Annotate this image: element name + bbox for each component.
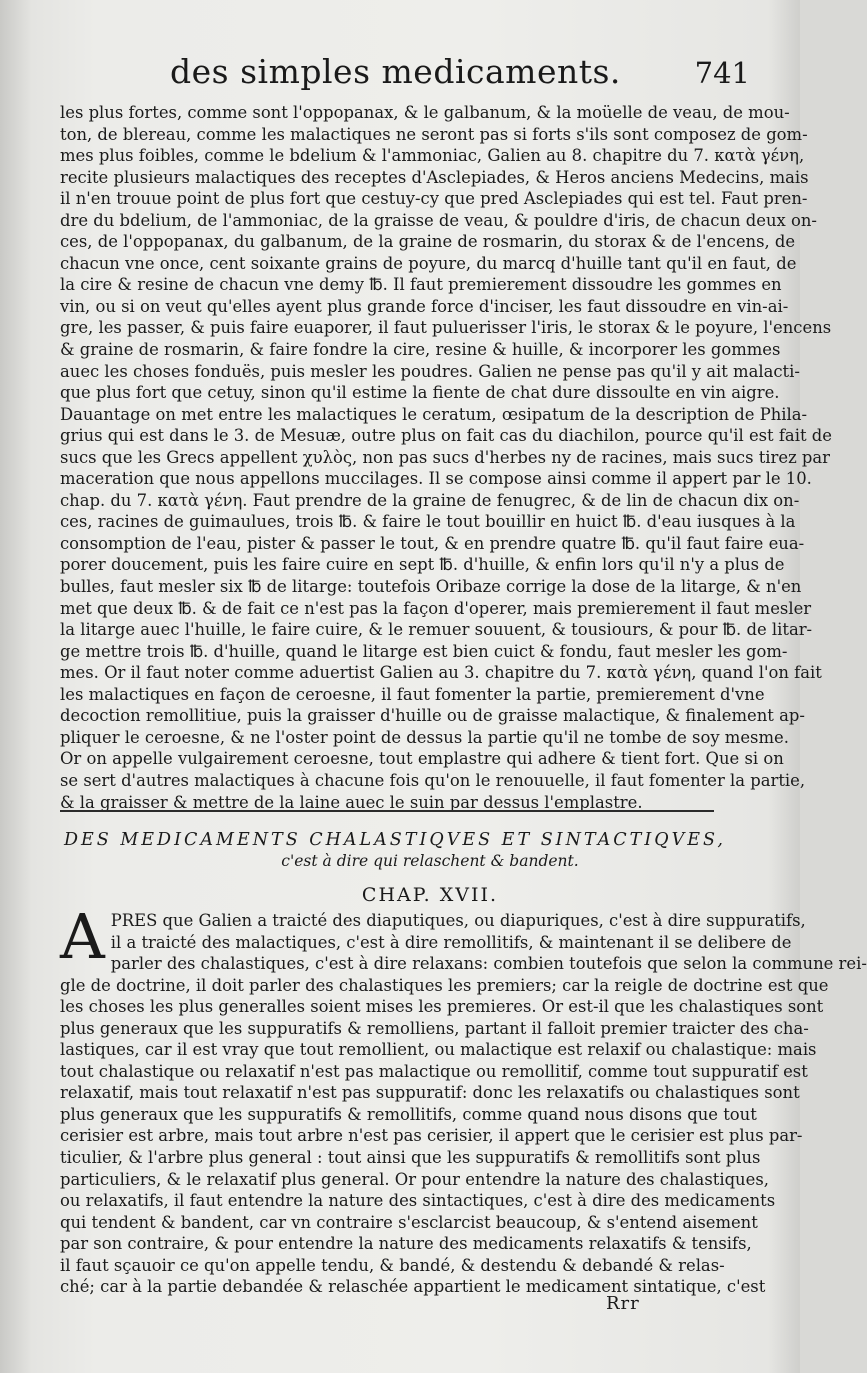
text-line: ge mettre trois ℔. d'huille, quand le litarge est bien cuict & fondu, faut mesler les gom- [60, 641, 788, 661]
text-line: recite plusieurs malactiques des receptes d'Asclepiades, & Heros anciens Medecins, mais [60, 167, 809, 187]
text-line: dre du bdelium, de l'ammoniac, de la graisse de veau, & pouldre d'iris, de chacun deux on- [60, 210, 817, 230]
text-line: que plus fort que cetuy, sinon qu'il estime la fiente de chat dure dissoulte en vin aigre. [60, 383, 780, 403]
text-line: ces, de l'oppopanax, du galbanum, de la graine de rosmarin, du storax & de l'encens, de [60, 232, 796, 252]
running-title: des simples medicaments. [170, 52, 621, 91]
text-line: les malactiques en façon de ceroesne, il faut fomenter la partie, premierement d'vne [60, 684, 765, 704]
text-line: la cire & resine de chacun vne demy ℔. Il faut premierement dissoudre les gommes en [60, 275, 782, 295]
text-line: vin, ou si on veut qu'elles ayent plus grande force d'inciser, les faut dissoudre en vin-ai- [60, 296, 789, 316]
text-line: auec les choses fonduës, puis mesler les poudres. Galien ne pense pas qu'il y ait malacti- [60, 361, 800, 381]
text-line: Or on appelle vulgairement ceroesne, tout emplastre qui adhere & tient fort. Que si on [60, 749, 784, 769]
text-line: consomption de l'eau, pister & passer le tout, & en prendre quatre ℔. qu'il faut faire eua- [60, 533, 805, 553]
text-line: plus generaux que les suppuratifs & remollitifs, comme quand nous disons que tout [60, 1104, 757, 1124]
text-line: plus generaux que les suppuratifs & remolliens, partant il falloit premier traicter des cha- [60, 1018, 809, 1038]
text-line: parler des chalastiques, c'est à dire relaxans: combien toutefois que selon la commune rei- [110, 954, 867, 974]
text-line: gre, les passer, & puis faire euaporer, il faut puluerisser l'iris, le storax & le poyure, l'encens [60, 318, 832, 338]
text-line: bulles, faut mesler six ℔ de litarge: toutefois Oribaze corrige la dose de la litarge, & n'en [60, 577, 802, 597]
text-line: ticulier, & l'arbre plus general : tout ainsi que les suppuratifs & remollitifs sont plus [60, 1148, 761, 1168]
section-divider [60, 810, 714, 812]
section-subtitle: c'est à dire qui relaschent & bandent. [281, 852, 579, 870]
page-number: 741 [694, 56, 750, 90]
chapter-text [60, 900, 867, 1298]
text-line: ou relaxatifs, il faut entendre la nature des sintactiques, c'est à dire des medicaments [60, 1191, 776, 1211]
text-line: se sert d'autres malactiques à chacune fois qu'on le renouuelle, il faut fomenter la partie, [60, 770, 806, 790]
text-line: & graine de rosmarin, & faire fondre la cire, resine & huille, & incorporer les gommes [60, 340, 781, 360]
text-line: porer doucement, puis les faire cuire en sept ℔. d'huille, & enfin lors qu'il n'y a plus de [60, 555, 785, 575]
text-line: decoction remollitiue, puis la graisser d'huille ou de graisse malactique, & finalement ap- [60, 706, 805, 726]
text-line: Dauantage on met entre les malactiques le ceratum, œsipatum de la description de Phila- [60, 404, 808, 424]
text-line: pliquer le ceroesne, & ne l'oster point de dessus la partie qu'il ne tombe de soy mesme. [60, 727, 789, 747]
page-header [60, 42, 750, 102]
text-line: ton, de blereau, comme les malactiques ne seront pas si forts s'ils sont composez de gom- [60, 124, 808, 144]
text-line: les plus fortes, comme sont l'oppopanax, & le galbanum, & la moüelle de veau, de mou- [60, 103, 790, 122]
text-line: PRES que Galien a traicté des diaputiques, ou diapuriques, c'est à dire suppuratifs, [110, 911, 806, 930]
signature-mark: Rrr [606, 1293, 640, 1314]
text-line: lastiques, car il est vray que tout remollient, ou malactique est relaxif ou chalastique: mais [60, 1040, 817, 1060]
text-line: par son contraire, & pour entendre la nature des medicaments relaxatifs & tensifs, [60, 1234, 752, 1254]
chapter-title: CHAP. XVII. [361, 884, 499, 906]
drop-cap: A [60, 900, 105, 973]
text-line: chap. du 7. κατὰ γένη. Faut prendre de la graine de fenugrec, & de lin de chacun dix on- [60, 490, 800, 510]
section-title: DES MEDICAMENTS CHALASTIQVES ET SINTACTIQVES, [64, 830, 726, 850]
text-line: grius qui est dans le 3. de Mesuæ, outre plus on fait cas du diachilon, pource qu'il est fait de [60, 426, 832, 446]
text-line: tout chalastique ou relaxatif n'est pas malactique ou remollitif, comme tout suppuratif est [60, 1061, 808, 1081]
text-line: & la graisser & mettre de la laine auec le suin par dessus l'emplastre. [60, 792, 643, 812]
text-line: mes. Or il faut noter comme aduertist Galien au 3. chapitre du 7. κατὰ γένη, quand l'on fait [60, 663, 822, 683]
text-line: la litarge auec l'huille, le faire cuire, & le remuer souuent, & tousiours, & pour ℔. de litar- [60, 620, 813, 640]
text-line: cerisier est arbre, mais tout arbre n'est pas cerisier, il appert que le cerisier est plus par- [60, 1126, 803, 1146]
text-line: il a traicté des malactiques, c'est à dire remollitifs, & maintenant il se delibere de [110, 932, 792, 952]
text-line: il n'en trouue point de plus fort que cestuy-cy que pred Asclepiades qui est tel. Faut pren- [60, 189, 808, 209]
text-line: les choses les plus generalles soient mises les premieres. Or est-il que les chalastiques sont [60, 997, 824, 1017]
text-line: ché; car à la partie debandée & relaschée appartient le medicament sintatique, c'est [60, 1277, 766, 1297]
text-line: il faut sçauoir ce qu'on appelle tendu, & bandé, & destendu & debandé & relas- [60, 1255, 725, 1275]
text-line: sucs que les Grecs appellent χυλὸς, non pas sucs d'herbes ny de racines, mais sucs tirez par [60, 447, 831, 467]
text-line: ces, racines de guimaulues, trois ℔. & faire le tout bouillir en huict ℔. d'eau iusques à la [60, 512, 796, 532]
text-line: particuliers, & le relaxatif plus general. Or pour entendre la nature des chalastiques, [60, 1169, 769, 1189]
text-line: mes plus foibles, comme le bdelium & l'ammoniac, Galien au 8. chapitre du 7. κατὰ γένη, [60, 146, 805, 166]
text-line: qui tendent & bandent, car vn contraire s'esclarcist beaucoup, & s'entend aisement [60, 1212, 758, 1232]
body-text [60, 102, 832, 813]
text-line: gle de doctrine, il doit parler des chalastiques les premiers; car la reigle de doctrine est que [60, 975, 829, 995]
text-line: met que deux ℔. & de fait ce n'est pas la façon d'operer, mais premierement il faut mesler [60, 598, 812, 618]
text-line: chacun vne once, cent soixante grains de poyure, du marcq d'huille tant qu'il en faut, de [60, 253, 797, 273]
text-line: maceration que nous appellons muccilages. Il se compose ainsi comme il appert par le 10. [60, 469, 812, 489]
text-line: relaxatif, mais tout relaxatif n'est pas suppuratif: donc les relaxatifs ou chalastiques sont [60, 1083, 800, 1103]
